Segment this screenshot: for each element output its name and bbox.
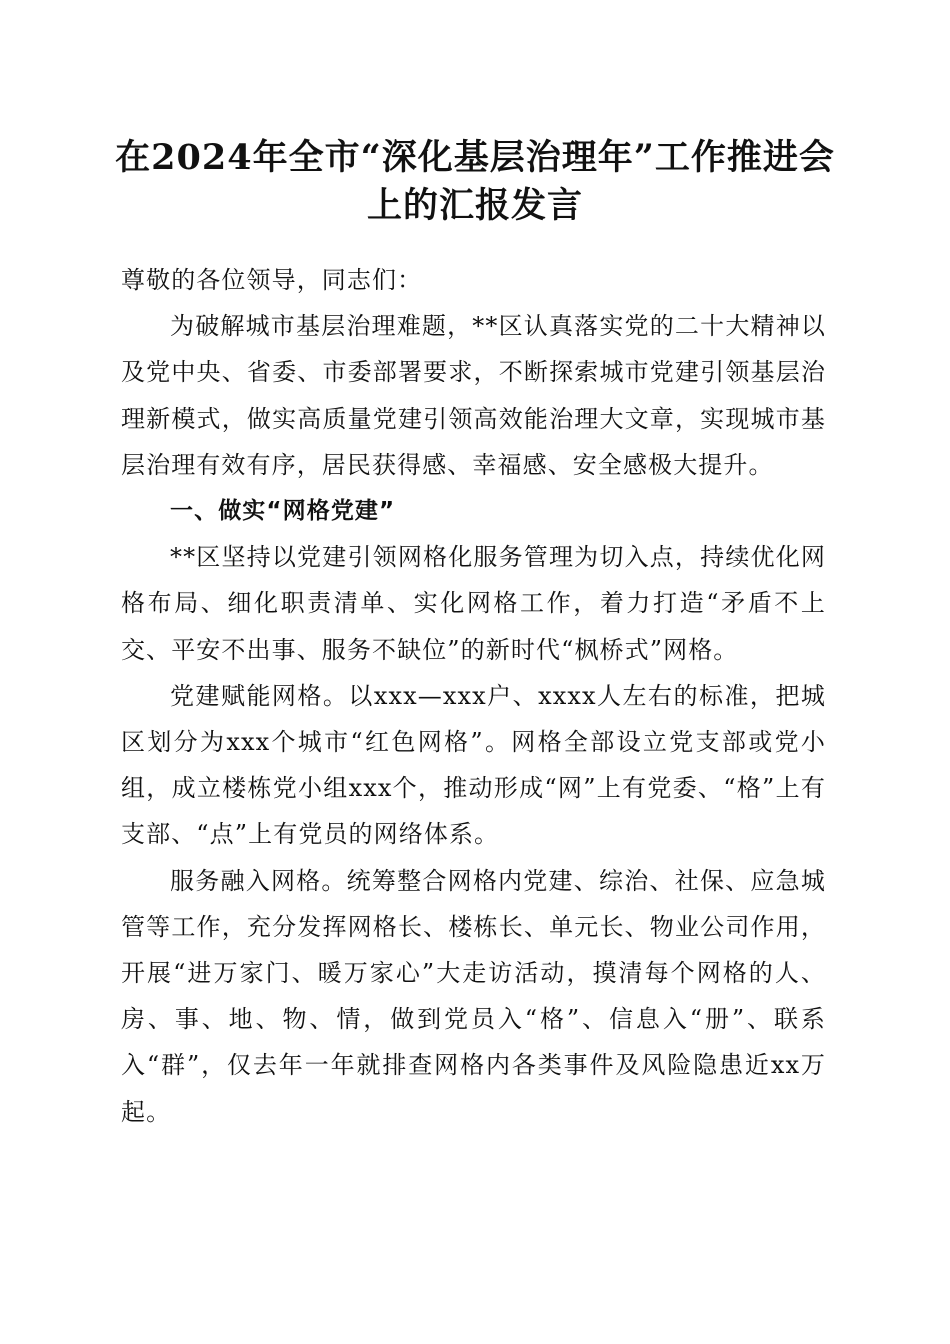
document-title: 在2024年全市“深化基层治理年”工作推进会上的汇报发言 <box>115 137 835 226</box>
body-paragraph: 党建赋能网格。以xxx—xxx户、xxxx人左右的标准，把城区划分为xxx个城市“红色网格”。网格全部设立党支部或党小组，成立楼栋党小组xxx个，推动形成“网”上有党委、“格”上有支部、“点”上有党员的网络体系。 <box>121 681 826 849</box>
document-body <box>121 257 826 1135</box>
body-paragraph: 服务融入网格。统筹整合网格内党建、综治、社保、应急城管等工作，充分发挥网格长、楼栋长、单元长、物业公司作用，开展“进万家门、暖万家心”大走访活动，摸清每个网格的人、房、事、地、物、情，做到党员入“格”、信息入“册”、联系入“群”，仅去年一年就排查网格内各类事件及风险隐患近xx万起。 <box>121 866 826 1126</box>
body-paragraph: **区坚持以党建引领网格化服务管理为切入点，持续优化网格布局、细化职责清单、实化网格工作，着力打造“矛盾不上交、平安不出事、服务不缺位”的新时代“枫桥式”网格。 <box>121 543 826 664</box>
salutation: 尊敬的各位领导，同志们： <box>121 266 423 294</box>
section-heading: 一、做实“网格党建” <box>170 498 396 525</box>
intro-paragraph: 为破解城市基层治理难题，**区认真落实党的二十大精神以及党中央、省委、市委部署要求，不断探索城市党建引领基层治理新模式，做实高质量党建引领高效能治理大文章，实现城市基层治理有效有序，居民获得感、幸福感、安全感极大提升。 <box>121 312 826 479</box>
